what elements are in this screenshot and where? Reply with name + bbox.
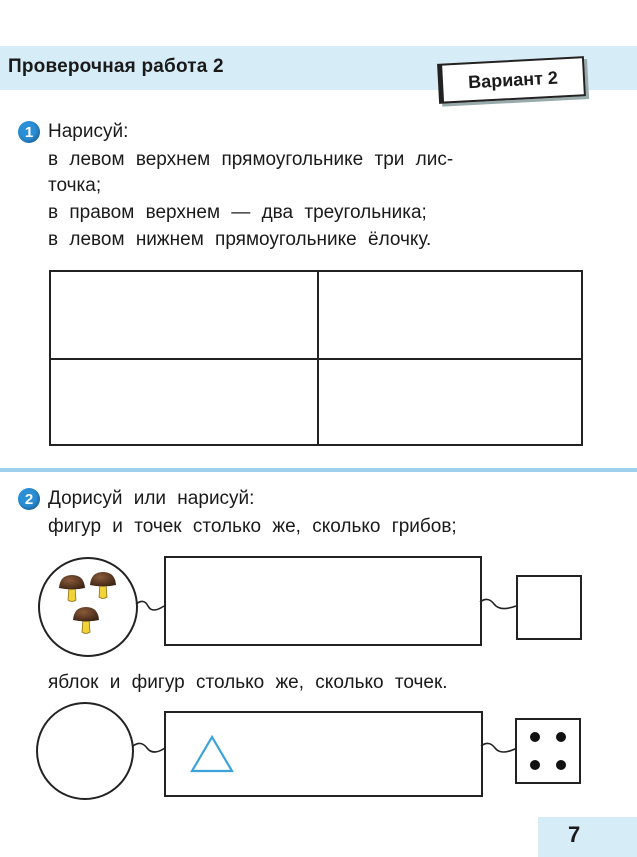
mushroom-circle	[38, 557, 138, 657]
task-1-line-2: в левом верхнем прямоугольнике три лис-	[48, 149, 454, 170]
task-1-line-5: в левом нижнем прямоугольнике ёлочку.	[48, 229, 432, 250]
mushroom-icon	[59, 575, 85, 602]
dice-four-icon	[517, 720, 579, 782]
empty-square-box[interactable]	[516, 575, 582, 640]
task-2-badge: 2	[18, 488, 40, 510]
task-2-line-2: фигур и точек столько же, сколько грибов;	[48, 516, 457, 537]
mushroom-icon	[90, 572, 116, 599]
task-1-line-3: точка;	[48, 175, 102, 196]
footer-band	[538, 817, 637, 857]
answer-box-shapes-dots[interactable]	[164, 556, 482, 646]
connector-line	[133, 738, 167, 758]
page-title: Проверочная работа 2	[8, 56, 224, 77]
mushrooms-icon	[40, 559, 136, 655]
dice-box	[515, 718, 581, 784]
task-1-line-1: Нарисуй:	[48, 121, 129, 142]
variant-label: Вариант 2	[437, 56, 586, 104]
task-2-line-3: яблок и фигур столько же, сколько точек.	[48, 672, 448, 693]
grid-horizontal-divider	[51, 358, 581, 360]
page-number: 7	[568, 822, 581, 847]
connector-line	[480, 596, 520, 616]
section-separator	[0, 468, 637, 472]
task-2-line-1: Дорисуй или нарисуй:	[48, 488, 255, 509]
triangle-icon	[188, 733, 238, 777]
answer-box-apples-shapes[interactable]	[164, 711, 483, 797]
drawing-grid[interactable]	[49, 270, 583, 446]
connector-line	[136, 596, 166, 616]
mushroom-icon	[73, 607, 99, 634]
task-1-badge: 1	[18, 121, 40, 143]
apple-circle[interactable]	[36, 702, 134, 800]
task-1-line-4: в правом верхнем — два треугольника;	[48, 202, 427, 223]
